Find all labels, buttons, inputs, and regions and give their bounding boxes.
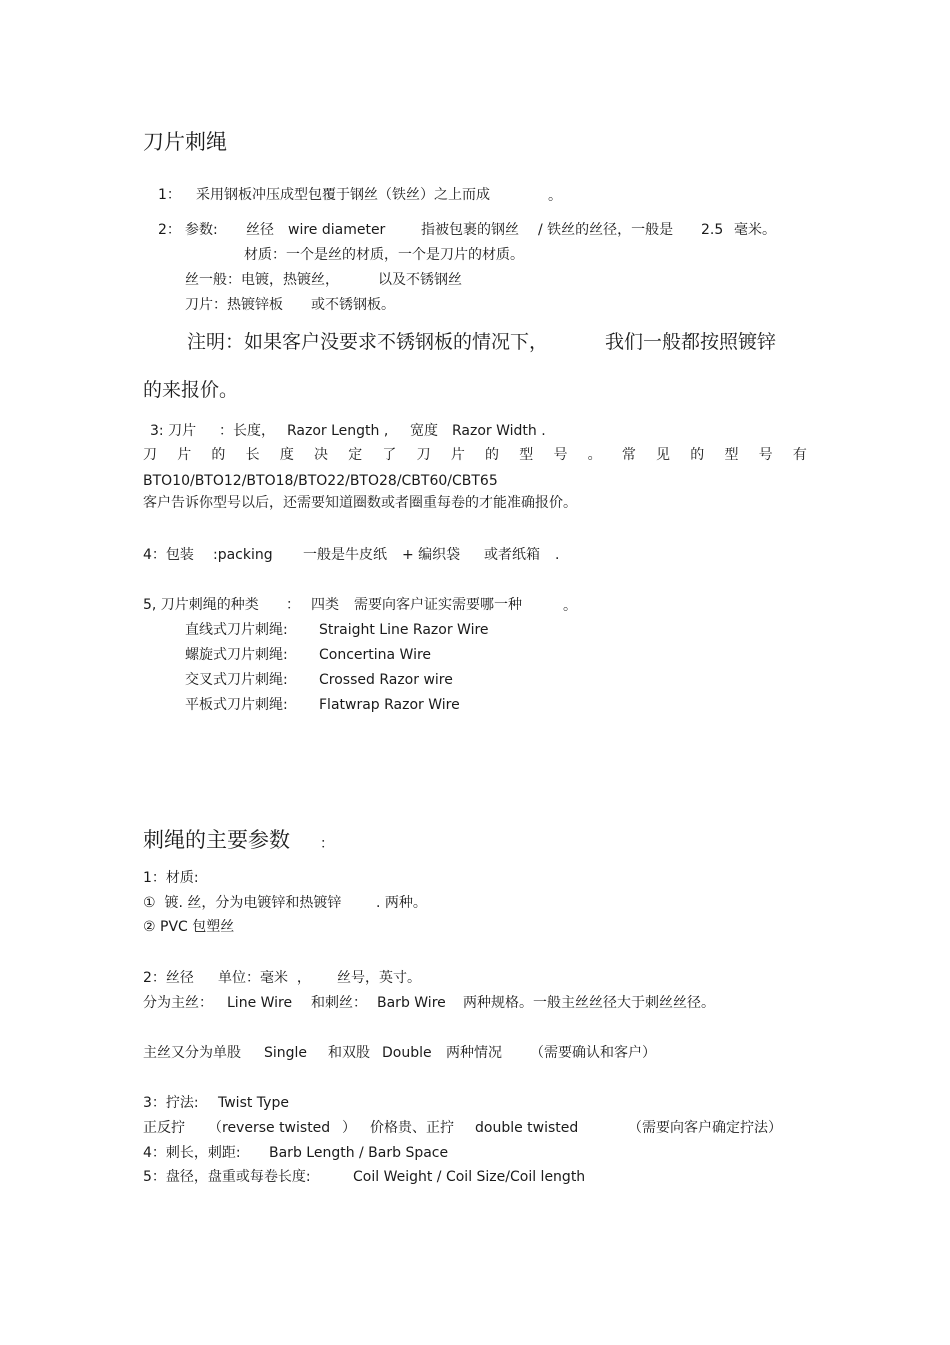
char: 的 [211, 447, 226, 463]
char: 刀 [143, 447, 157, 463]
item-2-label: 参数: [185, 222, 218, 238]
item-3-label: 3: 刀片 [150, 423, 197, 439]
item-4-packing-en: :packing [213, 547, 273, 563]
char: 号 [758, 447, 773, 463]
type-2-en: Concertina Wire [319, 647, 432, 663]
wire-diameter-cn: 丝径 [246, 222, 274, 238]
item-5-count: 四类 [311, 597, 339, 613]
justified-model-sentence [143, 446, 807, 464]
param-2-head: 2：丝径 [143, 970, 194, 986]
section-title-razor-wire: 刀片刺绳 [143, 130, 227, 154]
note-part-c: 的来报价。 [143, 379, 239, 401]
char: 了 [382, 447, 397, 463]
char: 片 [450, 447, 465, 463]
type-1-cn: 直线式刀片刺绳: [185, 622, 288, 638]
item-3-length-en: Razor Length , [287, 423, 389, 439]
item-5-confirm: 需要向客户证实需要哪一种 [354, 597, 522, 613]
item-4-carton: 或者纸箱 [484, 547, 540, 563]
blade-material-a: 刀片：热镀锌板 [185, 297, 283, 313]
char: 见 [656, 447, 671, 463]
param-3-confirm-note: （需要向客户确定拧法） [628, 1120, 782, 1136]
param-3-double-twisted: double twisted [475, 1120, 579, 1136]
char: 。 [587, 447, 602, 463]
char: 的 [690, 447, 705, 463]
section-title-parameters: 刺绳的主要参数 [143, 828, 290, 852]
param-5-en: Coil Weight / Coil Size/Coil length [353, 1169, 586, 1185]
model-list: BTO10/BTO12/BTO18/BTO22/BTO28/CBT60/CBT65 [143, 473, 498, 489]
param-2-gauge: 丝号，英寸。 [337, 970, 421, 986]
param-3-paren-close: ） [342, 1120, 356, 1136]
param-2-unit: 单位：毫米 ， [218, 970, 311, 986]
item-4-label: 4：包装 [143, 547, 194, 563]
char: 决 [314, 447, 329, 463]
param-2-barb-wire-en: Barb Wire [377, 995, 446, 1011]
item-3-length-cn: ：长度， [219, 423, 275, 439]
item-4-period: . [555, 547, 560, 563]
char: 的 [485, 447, 500, 463]
param-2-double-cn: 和双股 [328, 1045, 370, 1061]
item-1-text: 采用钢板冲压成型包覆于钢丝（铁丝）之上而成 [196, 187, 490, 203]
wire-diameter-value: 2.5 [701, 222, 724, 238]
param-3-price-note: 价格贵、正拧 [370, 1120, 454, 1136]
param-1-item-1b: . 两种。 [376, 895, 427, 911]
char: 常 [621, 447, 636, 463]
char: 有 [792, 447, 807, 463]
note-part-a: 注明：如果客户没要求不锈钢板的情况下， [187, 331, 549, 353]
param-2-two-cases: 两种情况 [446, 1045, 502, 1061]
item-3-note: 客户告诉你型号以后，还需要知道圈数或者圈重每卷的才能准确报价。 [143, 495, 577, 511]
type-3-cn: 交叉式刀片刺绳: [185, 672, 288, 688]
item-5-period: 。 [563, 598, 577, 614]
param-4-head: 4：刺长，刺距: [143, 1145, 241, 1161]
param-2-single-cn: 主丝又分为单股 [143, 1045, 241, 1061]
note-part-b: 我们一般都按照镀锌 [605, 331, 777, 353]
param-2-spec-note: 两种规格。一般主丝丝径大于刺丝丝径。 [463, 995, 715, 1011]
param-3-twist-type: Twist Type [218, 1095, 289, 1111]
wire-material-b: 以及不锈钢丝 [378, 272, 462, 288]
item-1-number: 1： [158, 187, 181, 203]
param-4-en: Barb Length / Barb Space [269, 1145, 449, 1161]
type-4-cn: 平板式刀片刺绳: [185, 697, 288, 713]
section-title-colon: ： [320, 836, 334, 852]
item-5-colon: ： [286, 597, 300, 613]
wire-diameter-unit: 毫米。 [734, 222, 776, 238]
param-1-item-2: ② PVC 包塑丝 [143, 919, 235, 935]
item-4-kraft-paper: 一般是牛皮纸 [303, 547, 387, 563]
char: 型 [724, 447, 739, 463]
wire-material-a: 丝一般：电镀，热镀丝， [185, 272, 339, 288]
char: 型 [519, 447, 534, 463]
material-line: 材质：一个是丝的材质，一个是刀片的材质。 [244, 247, 524, 263]
wire-diameter-en: wire diameter [288, 222, 386, 238]
item-3-width-cn: 宽度 [410, 423, 438, 439]
param-2-line-wire-en: Line Wire [227, 995, 293, 1011]
char: 度 [279, 447, 294, 463]
type-3-en: Crossed Razor wire [319, 672, 453, 688]
param-2-confirm-note: （需要确认和客户） [530, 1045, 656, 1061]
param-3-head: 3：拧法: [143, 1095, 199, 1111]
item-2-number: 2： [158, 222, 181, 238]
param-1-item-1a: ① 镀. 丝，分为电镀锌和热镀锌 [143, 895, 342, 911]
param-2-line-wire-cn: 分为主丝： [143, 995, 213, 1011]
char: 长 [245, 447, 260, 463]
item-5-label: 5, 刀片刺绳的种类 [143, 597, 259, 613]
item-4-woven-bag: + 编织袋 [402, 547, 461, 563]
param-3-reverse-cn: 正反拧 [143, 1120, 185, 1136]
item-3-width-en: Razor Width . [452, 423, 546, 439]
param-1-head: 1：材质: [143, 870, 199, 886]
wire-diameter-desc-a: 指被包裹的钢丝 [421, 222, 519, 238]
blade-material-b: 或不锈钢板。 [311, 297, 395, 313]
type-4-en: Flatwrap Razor Wire [319, 697, 460, 713]
char: 定 [348, 447, 363, 463]
param-2-single-en: Single [264, 1045, 308, 1061]
char: 号 [553, 447, 568, 463]
char: 刀 [416, 447, 431, 463]
wire-diameter-desc-b: / 铁丝的丝径，一般是 [538, 222, 674, 238]
type-1-en: Straight Line Razor Wire [319, 622, 489, 638]
type-2-cn: 螺旋式刀片刺绳: [185, 647, 288, 663]
param-2-double-en: Double [382, 1045, 432, 1061]
param-5-head: 5：盘径，盘重或每卷长度: [143, 1169, 311, 1185]
char: 片 [177, 447, 192, 463]
param-3-reverse-en: （reverse twisted [208, 1120, 331, 1136]
param-2-barb-wire-cn: 和刺丝： [311, 995, 367, 1011]
item-1-period: 。 [548, 188, 562, 204]
